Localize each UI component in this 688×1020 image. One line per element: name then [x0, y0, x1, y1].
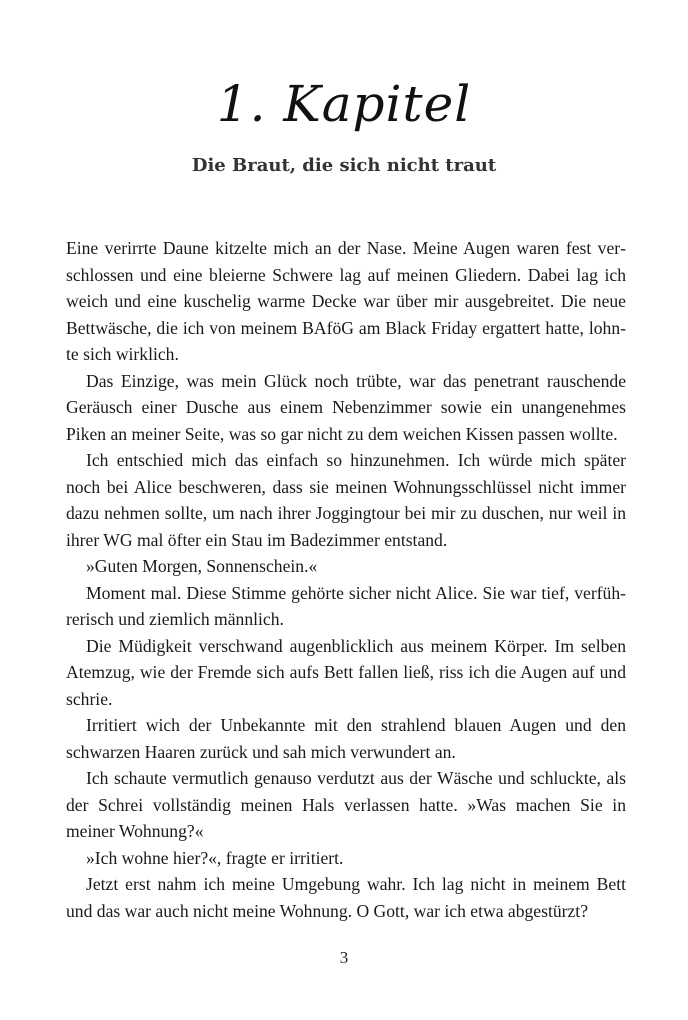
paragraph: Die Müdigkeit verschwand augenblicklich aus meinem Körper. Im selben Atemzug, wie der Fremde sich aufs Bett fallen ließ, riss ich die Augen auf und schrie.: [66, 635, 626, 709]
paragraph: Irritiert wich der Unbekannte mit den strahlend blauen Augen und den schwarzen Haaren zurück und sah mich verwundert an.: [66, 715, 626, 762]
paragraph: Ich schaute vermutlich genauso verdutzt aus der Wäsche und schluckte, als der Schrei vollständig meinen Hals verlassen hatte. »Was machen Sie in meiner Wohnung?«: [66, 768, 626, 841]
paragraph: Jetzt erst nahm ich meine Umgebung wahr. Ich lag nicht in meinem Bett und das war auch nicht meine Wohnung. O Gott, war ich etwa abgestürzt?: [66, 874, 626, 921]
paragraph: »Guten Morgen, Sonnenschein.«: [86, 556, 318, 576]
chapter-subtitle: Die Braut, die sich nicht traut: [191, 155, 497, 176]
paragraph: Das Einzige, was mein Glück noch trübte, war das penetrant rauschende Geräusch einer Dusche aus einem Nebenzimmer sowie ein unangenehmes Piken an meiner Seite, was so gar nicht zu dem weichen Kissen passen wollte.: [66, 370, 626, 444]
paragraph: Moment mal. Diese Stimme gehörte sicher nicht Alice. Sie war tief, verführerisch und ziemlich männlich.: [66, 582, 626, 629]
paragraph: Ich entschied mich das einfach so hinzunehmen. Ich würde mich später noch bei Alice beschweren, dass sie meinen Wohnungsschlüssel nicht immer dazu nehmen sollte, um nach ihrer Joggingtour bei mir zu duschen, nur weil in ihrer WG mal öfter ein Stau im Badezimmer entstand.: [66, 450, 626, 550]
body-text: [66, 235, 626, 924]
paragraph: »Ich wohne hier?«, fragte er irritiert.: [86, 847, 344, 868]
paragraph: Eine verirrte Daune kitzelte mich an der Nase. Meine Augen waren fest verschlossen und eine bleierne Schwere lag auf meinen Gliedern. Dabei lag ich weich und eine kuschelig warme Decke war über mir ausgebreitet. Die neue Bettwäsche, die ich von meinem BAföG am Black Friday ergattert hatte, lohnte sich wirklich.: [66, 238, 626, 364]
page-number: 3: [339, 948, 349, 967]
chapter-title: 1. Kapitel: [216, 75, 472, 133]
